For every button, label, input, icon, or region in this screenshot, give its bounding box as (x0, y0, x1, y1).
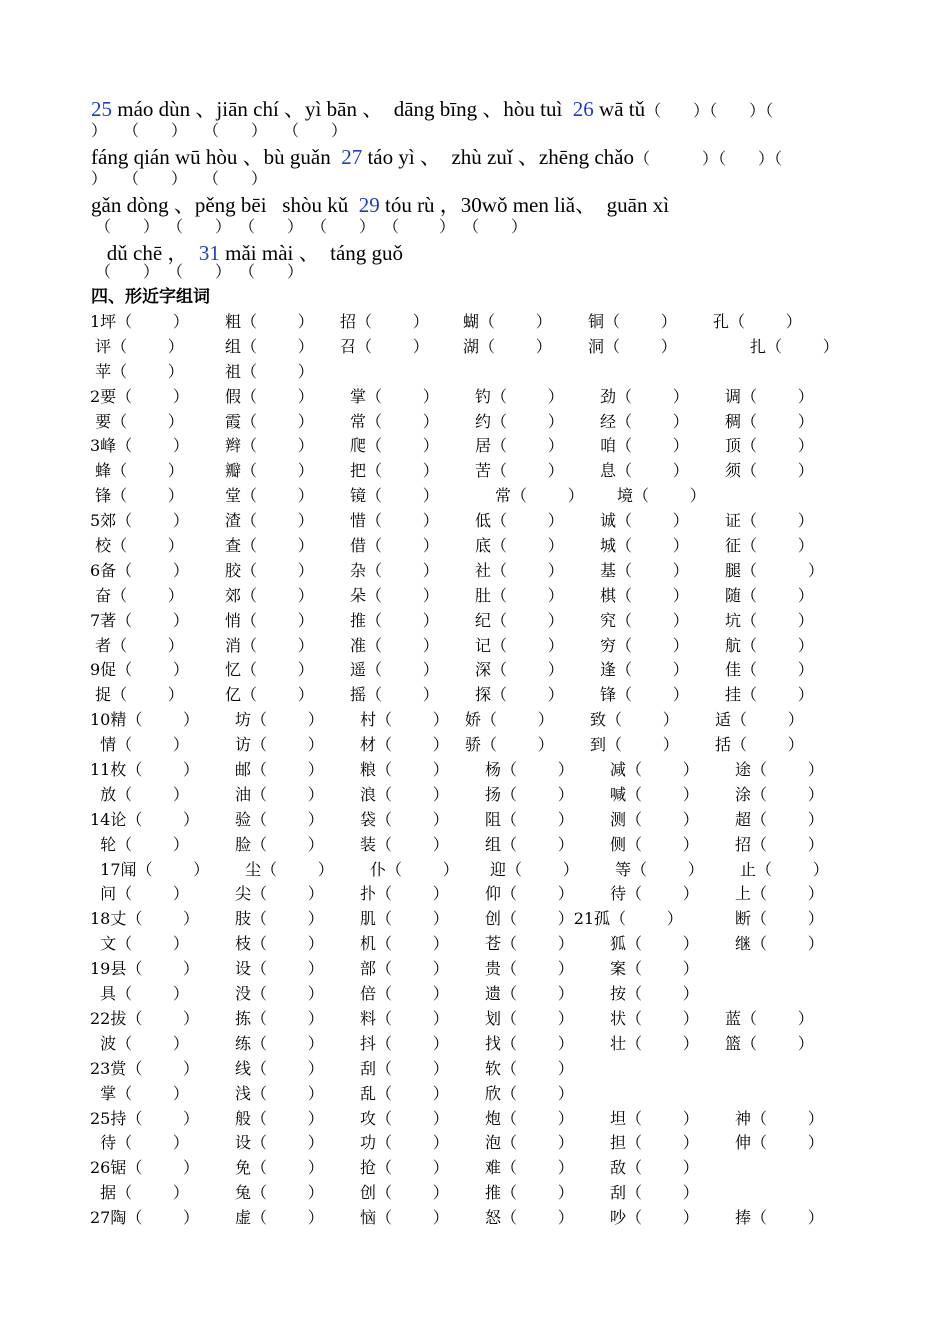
word-blank[interactable]: 据（ ） (90, 1183, 189, 1203)
word-blank[interactable]: 浪（ ） (360, 784, 449, 804)
word-blank[interactable]: 3峰（ ） (90, 436, 189, 456)
word-blank[interactable]: 钓（ ） (475, 386, 564, 406)
word-blank[interactable]: 线（ ） (235, 1058, 324, 1078)
word-blank[interactable]: 没（ ） (235, 984, 324, 1004)
word-row (90, 907, 890, 932)
word-row (90, 360, 890, 385)
word-row (90, 708, 890, 733)
word-row (90, 683, 890, 708)
word-blank[interactable]: 抖（ ） (360, 1033, 449, 1053)
word-blank[interactable]: 恼（ ） (360, 1208, 449, 1228)
word-blank[interactable]: 者（ ） (90, 635, 184, 655)
word-blank[interactable]: 侧（ ） (610, 834, 699, 854)
word-blank[interactable]: 镜（ ） (350, 486, 439, 506)
word-blank[interactable]: 奋（ ） (90, 585, 184, 605)
word-blank[interactable]: 攻（ ） (360, 1108, 449, 1128)
word-blank[interactable]: 设（ ） (235, 1133, 324, 1153)
word-blank[interactable]: 篮（ ） (725, 1033, 814, 1053)
word-blank[interactable]: 1坪（ ） (90, 312, 189, 331)
word-blank[interactable]: 推（ ） (350, 610, 439, 630)
word-blank[interactable]: 查（ ） (225, 536, 314, 556)
word-row (90, 783, 890, 808)
word-row (90, 459, 890, 484)
word-blank[interactable]: 油（ ） (235, 784, 324, 804)
word-blank[interactable]: 18丈（ ） (90, 909, 200, 929)
word-blank[interactable]: 调（ ） (725, 386, 814, 406)
word-blank[interactable]: 征（ ） (725, 536, 814, 556)
word-blank[interactable]: 机（ ） (360, 934, 449, 954)
word-blank[interactable]: 17闻（ ） (90, 859, 210, 879)
word-blank[interactable]: 浅（ ） (235, 1083, 324, 1103)
word-blank[interactable]: 棋（ ） (600, 585, 689, 605)
word-blank[interactable]: 咱（ ） (600, 436, 689, 456)
word-blank[interactable]: 涂（ ） (735, 784, 824, 804)
word-blank[interactable]: 练（ ） (235, 1033, 324, 1053)
word-blank[interactable]: 逢（ ） (600, 660, 689, 680)
word-blank[interactable]: 蓝（ ） (725, 1008, 814, 1028)
word-blank[interactable]: 访（ ） (235, 735, 324, 755)
word-blank[interactable]: 捧（ ） (735, 1208, 824, 1228)
word-blank[interactable]: 刮（ ） (610, 1183, 699, 1203)
word-row (90, 310, 890, 335)
word-blank[interactable]: 城（ ） (600, 536, 689, 556)
word-blank[interactable]: 材（ ） (360, 735, 449, 755)
pinyin-line: fáng qián wū hòu 、bù guǎn 27 táo yì 、 zhù zuǐ 、zhēng chǎo（ ）（ ）（ (91, 145, 782, 169)
word-blank[interactable]: 居（ ） (475, 436, 564, 456)
word-row (90, 609, 890, 634)
word-blank[interactable]: 记（ ） (475, 635, 564, 655)
word-blank[interactable]: 校（ ） (90, 536, 184, 556)
word-blank[interactable]: 扎（ ） (750, 336, 839, 356)
word-blank[interactable]: 迎（ ） (490, 859, 579, 879)
word-blank[interactable]: 航（ ） (725, 635, 814, 655)
word-blank[interactable]: 蝴（ ） (463, 312, 552, 331)
word-blank[interactable]: 诚（ ） (600, 511, 689, 531)
word-blank[interactable]: 适（ ） (715, 710, 804, 730)
answer-paren-line: ） （ ） （ ） (91, 171, 268, 188)
word-blank[interactable]: 贵（ ） (485, 959, 574, 979)
word-blank[interactable]: 括（ ） (715, 735, 804, 755)
word-blank[interactable]: 招（ ） (735, 834, 824, 854)
word-blank[interactable]: 消（ ） (225, 635, 314, 655)
word-blank[interactable]: 社（ ） (475, 560, 564, 580)
word-blank[interactable]: 敌（ ） (610, 1158, 699, 1178)
word-blank[interactable]: 腿（ ） (725, 560, 824, 580)
word-blank[interactable]: 抢（ ） (360, 1158, 449, 1178)
word-blank[interactable]: 要（ ） (90, 411, 184, 431)
word-blank[interactable]: 肚（ ） (475, 585, 564, 605)
word-blank[interactable]: 放（ ） (90, 784, 189, 804)
word-blank[interactable]: 怒（ ） (485, 1208, 574, 1228)
word-blank[interactable]: 霞（ ） (225, 411, 314, 431)
word-blank[interactable]: 胶（ ） (225, 560, 314, 580)
word-blank[interactable]: 组（ ） (485, 834, 574, 854)
word-blank[interactable]: 杨（ ） (485, 760, 574, 780)
word-blank[interactable]: 到（ ） (590, 735, 679, 755)
word-blank[interactable]: 料（ ） (360, 1008, 449, 1028)
word-blank[interactable]: 组（ ） (225, 336, 314, 356)
word-row (90, 758, 890, 783)
word-blank[interactable]: 尘（ ） (245, 859, 334, 879)
word-blank[interactable]: 虚（ ） (235, 1208, 324, 1228)
word-blank[interactable]: 部（ ） (360, 959, 449, 979)
word-blank[interactable]: 创（ ） (360, 1183, 449, 1203)
word-blank[interactable]: 蜂（ ） (90, 461, 184, 481)
word-blank[interactable]: 测（ ） (610, 809, 699, 829)
word-blank[interactable]: 邮（ ） (235, 760, 324, 780)
word-blank[interactable]: 随（ ） (725, 585, 814, 605)
word-blank[interactable]: 常（ ） (350, 411, 439, 431)
word-blank[interactable]: 扑（ ） (360, 884, 449, 904)
word-blank[interactable]: 肌（ ） (360, 909, 449, 929)
word-blank[interactable]: 娇（ ） (465, 710, 554, 730)
word-blank[interactable]: 劲（ ） (600, 386, 689, 406)
word-blank[interactable]: 粗（ ） (225, 312, 314, 331)
word-row (90, 1156, 890, 1181)
word-blank[interactable]: 壮（ ） (610, 1033, 699, 1053)
word-blank[interactable]: 挂（ ） (725, 685, 814, 705)
section-title: 四、形近字组词 (91, 287, 210, 307)
word-blank[interactable]: 拣（ ） (235, 1008, 324, 1028)
word-blank[interactable]: 底（ ） (475, 536, 564, 556)
word-blank[interactable]: 村（ ） (360, 710, 449, 730)
word-blank[interactable]: 验（ ） (235, 809, 324, 829)
word-blank[interactable]: 招（ ） (340, 312, 429, 331)
word-blank[interactable]: 2要（ ） (90, 386, 189, 406)
word-blank[interactable]: 境（ ） (617, 486, 706, 506)
word-blank[interactable]: 案（ ） (610, 959, 699, 979)
word-blank[interactable]: 推（ ） (485, 1183, 574, 1203)
answer-paren-line: ） （ ） （ ） （ ） (91, 123, 348, 140)
word-blank[interactable]: 划（ ） (485, 1008, 574, 1028)
word-blank[interactable]: 扬（ ） (485, 784, 574, 804)
word-blank[interactable]: 遥（ ） (350, 660, 439, 680)
word-blank[interactable]: 佳（ ） (725, 660, 814, 680)
word-blank[interactable]: 11枚（ ） (90, 760, 200, 780)
word-blank[interactable]: 吵（ ） (610, 1208, 699, 1228)
word-blank[interactable]: 软（ ） (485, 1058, 574, 1078)
word-blank[interactable]: 止（ ） (740, 859, 829, 879)
word-blank[interactable]: 悄（ ） (225, 610, 314, 630)
word-row (90, 1181, 890, 1206)
word-row (90, 534, 890, 559)
word-blank[interactable]: 减（ ） (610, 760, 699, 780)
word-blank[interactable]: 苦（ ） (475, 461, 564, 481)
word-blank[interactable]: 掌（ ） (350, 386, 439, 406)
word-row (90, 1107, 890, 1132)
word-blank[interactable]: 上（ ） (735, 884, 824, 904)
word-blank[interactable]: 轮（ ） (90, 834, 189, 854)
word-blank[interactable]: 继（ ） (735, 934, 824, 954)
word-row (90, 733, 890, 758)
word-blank[interactable]: 忆（ ） (225, 660, 314, 680)
word-blank[interactable]: 23赏（ ） (90, 1058, 200, 1078)
word-blank[interactable]: 渣（ ） (225, 511, 314, 531)
word-blank[interactable]: 喊（ ） (610, 784, 699, 804)
word-row (90, 858, 890, 883)
word-grid (90, 310, 890, 1231)
word-blank[interactable]: 肢（ ） (235, 909, 324, 929)
word-row (90, 410, 890, 435)
word-blank[interactable]: 孔（ ） (713, 312, 802, 331)
word-blank[interactable]: 祖（ ） (225, 361, 314, 381)
word-blank[interactable]: 阻（ ） (485, 809, 574, 829)
word-blank[interactable]: 仆（ ） (370, 859, 459, 879)
word-row (90, 484, 890, 509)
word-blank[interactable]: 低（ ） (475, 511, 564, 531)
word-blank[interactable]: 22拔（ ） (90, 1008, 200, 1028)
word-blank[interactable]: 把（ ） (350, 461, 439, 481)
word-blank[interactable]: 般（ ） (235, 1108, 324, 1128)
word-blank[interactable]: 坊（ ） (235, 710, 324, 730)
word-blank[interactable]: 基（ ） (600, 560, 689, 580)
word-row (90, 658, 890, 683)
word-blank[interactable]: 须（ ） (725, 461, 814, 481)
word-blank[interactable]: 证（ ） (725, 511, 814, 531)
word-blank[interactable]: 10精（ ） (90, 710, 200, 730)
word-blank[interactable]: 杂（ ） (350, 560, 439, 580)
word-blank[interactable]: 究（ ） (600, 610, 689, 630)
answer-paren-line: （ ） （ ） （ ） （ ） （ ） （ ） (91, 219, 528, 236)
word-blank[interactable]: 借（ ） (350, 536, 439, 556)
word-blank[interactable]: 狐（ ） (610, 934, 699, 954)
word-blank[interactable]: 等（ ） (615, 859, 704, 879)
word-blank[interactable]: 经（ ） (600, 411, 689, 431)
word-row (90, 1032, 890, 1057)
word-blank[interactable]: 难（ ） (485, 1158, 574, 1178)
word-blank[interactable]: 常（ ） (495, 486, 584, 506)
word-blank[interactable]: 爬（ ） (350, 436, 439, 456)
word-blank[interactable]: 25持（ ） (90, 1108, 200, 1128)
word-blank[interactable]: 刮（ ） (360, 1058, 449, 1078)
word-blank[interactable]: 洞（ ） (588, 336, 677, 356)
word-row (90, 584, 890, 609)
word-blank[interactable]: 脸（ ） (235, 834, 324, 854)
word-row (90, 1206, 890, 1231)
word-row (90, 882, 890, 907)
word-blank[interactable]: 待（ ） (90, 1133, 189, 1153)
word-row (90, 1082, 890, 1107)
word-row (90, 1057, 890, 1082)
word-blank[interactable]: 免（ ） (235, 1158, 324, 1178)
word-blank[interactable]: 装（ ） (360, 834, 449, 854)
word-row (90, 509, 890, 534)
word-blank[interactable]: 顶（ ） (725, 436, 814, 456)
word-row (90, 634, 890, 659)
word-blank[interactable]: 欣（ ） (485, 1083, 574, 1103)
word-blank[interactable]: 摇（ ） (350, 685, 439, 705)
word-blank[interactable]: 惜（ ） (350, 511, 439, 531)
word-blank[interactable]: 铜（ ） (588, 312, 677, 331)
word-blank[interactable]: 约（ ） (475, 411, 564, 431)
word-blank[interactable]: 6备（ ） (90, 560, 189, 580)
word-blank[interactable]: 穷（ ） (600, 635, 689, 655)
word-row (90, 957, 890, 982)
word-blank[interactable]: 状（ ） (610, 1008, 699, 1028)
word-row (90, 1007, 890, 1032)
word-row (90, 335, 890, 360)
word-blank[interactable]: 倍（ ） (360, 984, 449, 1004)
word-blank[interactable]: 乱（ ） (360, 1083, 449, 1103)
pinyin-line: 25 máo dùn 、jiān chí 、yì bān 、 dāng bīng 、hòu tuì 26 wā tǔ（ ）（ ）（ (91, 97, 774, 121)
word-blank[interactable]: 锋（ ） (600, 685, 689, 705)
word-blank[interactable]: 9促（ ） (90, 660, 189, 680)
word-blank[interactable]: 探（ ） (475, 685, 564, 705)
word-blank[interactable]: 苹（ ） (90, 361, 184, 381)
word-blank[interactable]: 致（ ） (590, 710, 679, 730)
word-blank[interactable]: 尖（ ） (235, 884, 324, 904)
word-blank[interactable]: 找（ ） (485, 1033, 574, 1053)
word-blank[interactable]: 息（ ） (600, 461, 689, 481)
word-blank[interactable]: 假（ ） (225, 386, 314, 406)
word-row (90, 1131, 890, 1156)
word-blank[interactable]: 19县（ ） (90, 959, 200, 979)
word-blank[interactable]: 准（ ） (350, 635, 439, 655)
word-row (90, 833, 890, 858)
word-blank[interactable]: 27陶（ ） (90, 1208, 200, 1228)
word-blank[interactable]: 兔（ ） (235, 1183, 324, 1203)
word-row (90, 982, 890, 1007)
word-blank[interactable]: 26锯（ ） (90, 1158, 200, 1178)
word-blank[interactable]: 伸（ ） (735, 1133, 824, 1153)
answer-paren-line: （ ） （ ） （ ） (91, 264, 304, 281)
word-blank[interactable]: 创（ ）21孤（ ） (485, 909, 683, 929)
word-blank[interactable]: 遗（ ） (485, 984, 574, 1004)
word-blank[interactable]: 锋（ ） (90, 486, 184, 506)
word-blank[interactable]: 纪（ ） (475, 610, 564, 630)
word-blank[interactable]: 按（ ） (610, 984, 699, 1004)
word-blank[interactable]: 断（ ） (735, 909, 824, 929)
word-blank[interactable]: 坦（ ） (610, 1108, 699, 1128)
word-blank[interactable]: 担（ ） (610, 1133, 699, 1153)
pinyin-line: gǎn dòng 、pěng bēi shòu kǔ 29 tóu rù ，30wǒ men liǎ、 guān xì (91, 193, 670, 217)
word-blank[interactable]: 仰（ ） (485, 884, 574, 904)
word-blank[interactable]: 14论（ ） (90, 809, 200, 829)
word-blank[interactable]: 问（ ） (90, 884, 189, 904)
word-row (90, 434, 890, 459)
word-blank[interactable]: 稠（ ） (725, 411, 814, 431)
word-blank[interactable]: 辫（ ） (225, 436, 314, 456)
word-blank[interactable]: 文（ ） (90, 934, 189, 954)
pinyin-line: dǔ chē ， 31 mǎi mài 、 táng guǒ (91, 241, 404, 265)
word-blank[interactable]: 7著（ ） (90, 610, 189, 630)
word-blank[interactable]: 朵（ ） (350, 585, 439, 605)
word-blank[interactable]: 深（ ） (475, 660, 564, 680)
word-blank[interactable]: 瓣（ ） (225, 461, 314, 481)
word-blank[interactable]: 超（ ） (735, 809, 824, 829)
word-blank[interactable]: 设（ ） (235, 959, 324, 979)
word-blank[interactable]: 波（ ） (90, 1033, 189, 1053)
word-blank[interactable]: 郊（ ） (225, 585, 314, 605)
word-blank[interactable]: 粮（ ） (360, 760, 449, 780)
word-blank[interactable]: 情（ ） (90, 735, 189, 755)
word-blank[interactable]: 掌（ ） (90, 1083, 189, 1103)
word-blank[interactable]: 枝（ ） (235, 934, 324, 954)
word-blank[interactable]: 途（ ） (735, 760, 824, 780)
word-blank[interactable]: 5郊（ ） (90, 511, 189, 531)
word-blank[interactable]: 待（ ） (610, 884, 699, 904)
word-blank[interactable]: 湖（ ） (463, 336, 552, 356)
word-row (90, 385, 890, 410)
word-blank[interactable]: 具（ ） (90, 984, 189, 1004)
word-blank[interactable]: 捉（ ） (90, 685, 184, 705)
word-blank[interactable]: 召（ ） (340, 336, 429, 356)
word-blank[interactable]: 亿（ ） (225, 685, 314, 705)
word-blank[interactable]: 坑（ ） (725, 610, 814, 630)
word-blank[interactable]: 堂（ ） (225, 486, 314, 506)
word-blank[interactable]: 功（ ） (360, 1133, 449, 1153)
word-blank[interactable]: 神（ ） (735, 1108, 824, 1128)
word-row (90, 932, 890, 957)
word-blank[interactable]: 炮（ ） (485, 1108, 574, 1128)
word-blank[interactable]: 骄（ ） (465, 735, 554, 755)
word-blank[interactable]: 苍（ ） (485, 934, 574, 954)
word-row (90, 808, 890, 833)
word-blank[interactable]: 泡（ ） (485, 1133, 574, 1153)
word-blank[interactable]: 袋（ ） (360, 809, 449, 829)
word-row (90, 559, 890, 584)
word-blank[interactable]: 评（ ） (90, 336, 184, 356)
